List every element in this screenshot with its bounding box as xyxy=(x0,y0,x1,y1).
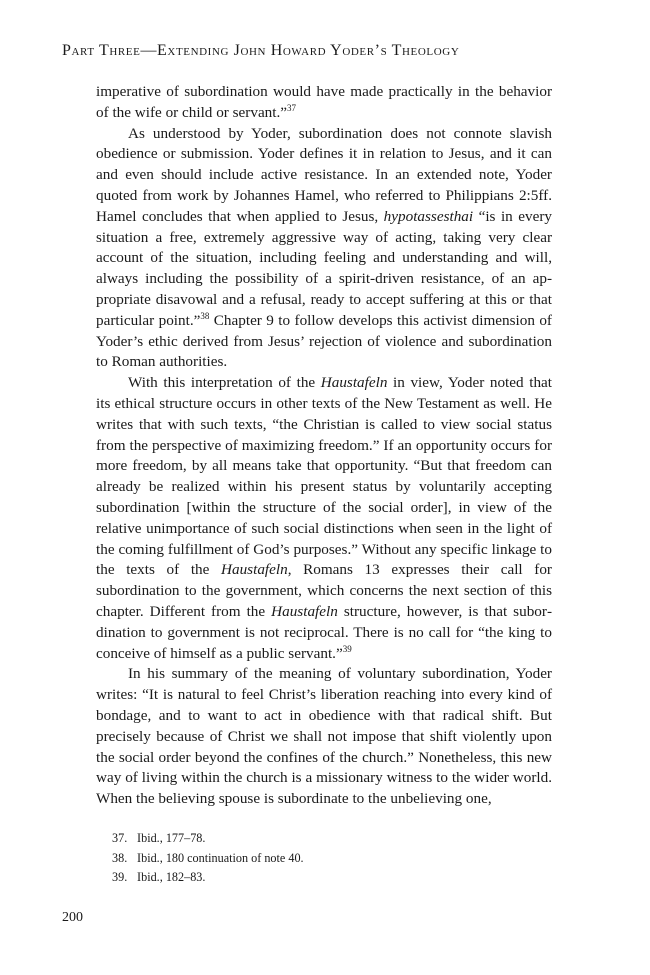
footnote: 38. Ibid., 180 continuation of note 40. xyxy=(112,850,304,865)
body-text xyxy=(96,82,552,810)
paragraph-4: In his summary of the meaning of voluntary subordination, Yoder writes: “It is natural to feel Christ’s liberation reaching into every kind of bondage, and to want to act in obedience with that radical shift. But precisely because of Christ we shall not impose that shift violently upon the social order beyond the confines of the church.” Nonetheless, this new way of living within the church is a missionary witness to the wider world. When the believing spouse is subordinate to the unbelieving one, xyxy=(96,665,552,808)
footnote: 37. Ibid., 177–78. xyxy=(112,831,206,845)
paragraph-2: As understood by Yoder, subordination does not connote slavish obedience or submission. Yoder defines it in relation to Jesus, and it can and even should include active resistance. In an extended note, Yoder quoted from work by Johannes Hamel, who referred to Philippians 2:5ff. Hamel concludes that when applied to Jesus, hypotassesthai “is in every situation a free, extremely aggressive way of acting, taking very clear account of the situation, including feeling and understanding and will, always including the possibility of a spirit-driven resistance, of an appropriate disavowal and a refusal, ready to accept suffering at this or that particular point.”$^{38}$ Chapter 9 to follow develops this activist dimension of Yoder’s ethic derived from Jesus’ rejection of violence and subordination to Roman authorities. xyxy=(96,124,552,371)
paragraph-1: imperative of subordination would have made practically in the behavior of the wife or child or servant.”$^{37}$ xyxy=(96,83,552,121)
running-head: Part Three—Extending John Howard Yoder’s Theology xyxy=(62,42,460,59)
haustafeln-term: Haustafeln xyxy=(320,374,388,392)
haustafeln-term: Haustafeln xyxy=(271,602,338,620)
footnote: 39. Ibid., 182–83. xyxy=(112,870,206,885)
greek-term: hypotassesthai xyxy=(383,207,474,225)
footnote-ref-38: 38 xyxy=(200,310,210,321)
page-number: 200 xyxy=(62,910,83,925)
footnote-ref-39: 39 xyxy=(342,643,352,654)
footnote-ref-37: 37 xyxy=(287,102,297,113)
paragraph-3: With this interpretation of the Haustafeln in view, Yoder noted that its ethical structure occurs in other texts of the New Testament as well. He writes that with such texts, “the Christian is called to view social status from the perspective of maximizing freedom.” If an opportunity occurs for more freedom, by all means take that opportunity. “But that freedom can already be realized within his present status by voluntarily accepting subordination [within the structure of the social order], in view of the relative unimportance of such social distinctions when seen in the light of the coming fulfillment of God’s purposes.” Without any specific linkage to the texts of the Haustafeln, Romans 13 expresses their call for subordination to the government, which concerns the next section of this chapter. Different from the Haustafeln structure, however, is that subordination to government is not reciprocal. There is no call for “the king to conceive of himself as a public servant.”$^{39}$ xyxy=(96,374,552,662)
footnotes xyxy=(112,829,304,888)
haustafeln-term: Haustafeln xyxy=(221,561,288,579)
